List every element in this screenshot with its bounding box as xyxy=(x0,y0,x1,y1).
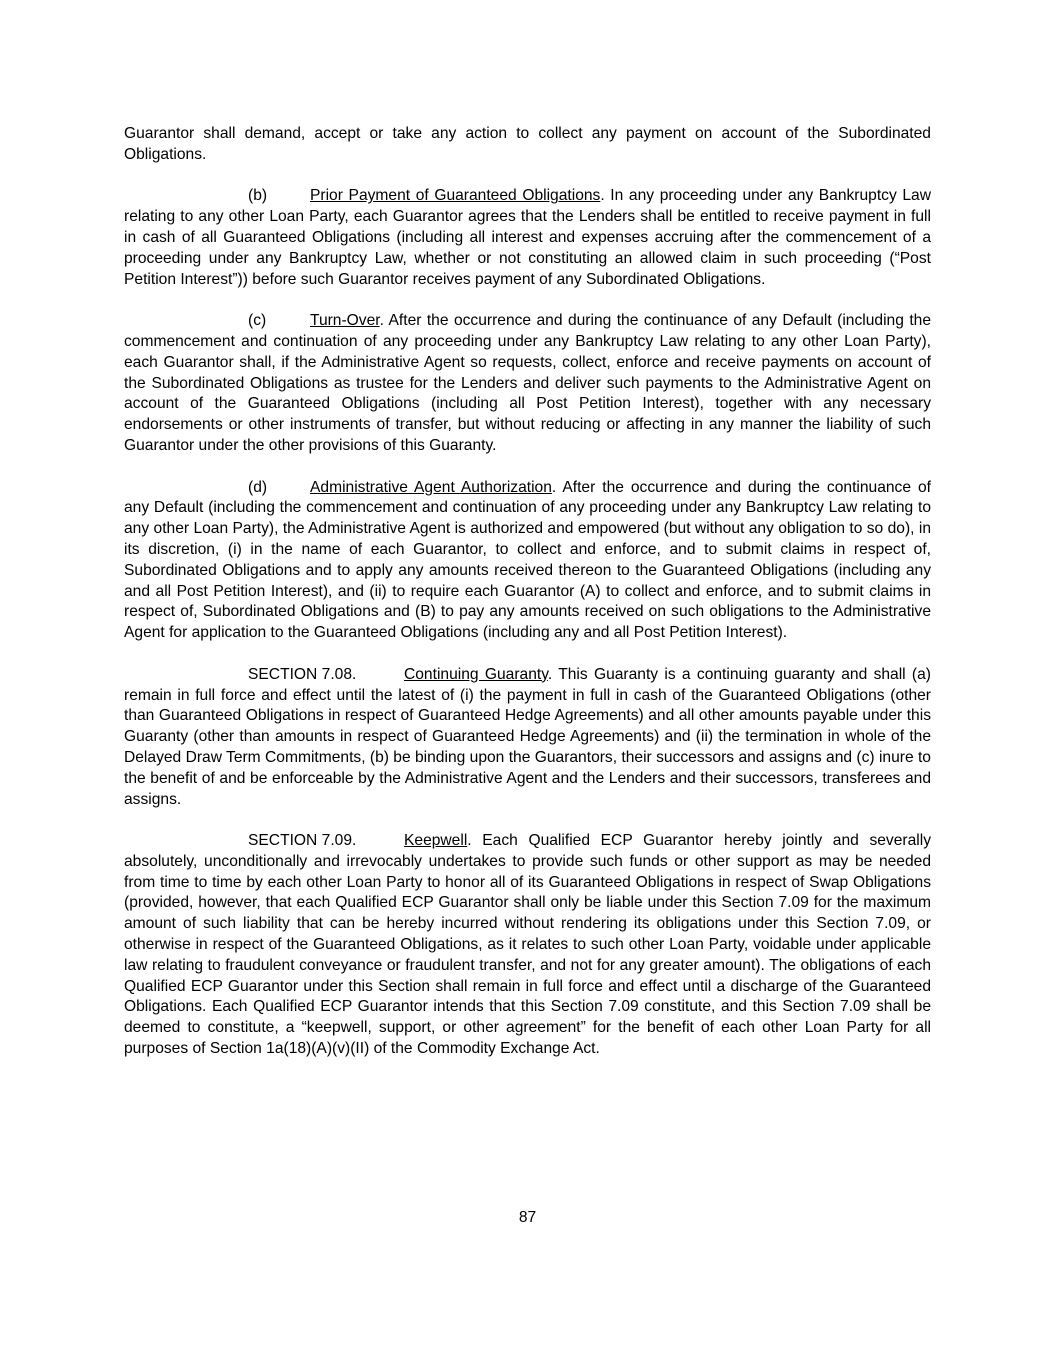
paragraph-subordination-continued xyxy=(124,124,931,166)
paragraph-text: . This Guaranty is a continuing guaranty and shall (a) remain in full force and effect until the latest of (i) the payment in full in cash of the Guaranteed Obligations (other than Guaranteed Obligations in respect of Guaranteed Hedge Agreements) and all other amounts payable under this Guaranty (other than amounts in respect of Guaranteed Hedge Agreements) and (ii) the termination in whole of the Delayed Draw Term Commitments, (b) be binding upon the Guarantors, their successors and assigns and (c) inure to the benefit of and be enforceable by the Administrative Agent and the Lenders and their successors, transferees and assigns. xyxy=(124,665,931,808)
section-7-08-continuing-guaranty xyxy=(124,665,931,811)
paragraph-text: . Each Qualified ECP Guarantor hereby jointly and severally absolutely, unconditionally and irrevocably undertakes to provide such funds or other support as may be needed from time to time by each other Loan Party to honor all of its Guaranteed Obligations in respect of Swap Obligations (provided, however, that each Qualified ECP Guarantor shall only be liable under this Section 7.09 for the maximum amount of such liability that can be hereby incurred without rendering its obligations under this Section 7.09, or otherwise in respect of the Guaranteed Obligations, as it relates to such other Loan Party, voidable under applicable law relating to fraudulent conveyance or fraudulent transfer, and not for any greater amount). The obligations of each Qualified ECP Guarantor under this Section shall remain in full force and effect until a discharge of the Guaranteed Obligations. Each Qualified ECP Guarantor intends that this Section 7.09 constitute, and this Section 7.09 shall be deemed to constitute, a “keepwell, support, or other agreement” for the benefit of each other Loan Party for all purposes of Section 1a(18)(A)(v)(II) of the Commodity Exchange Act. xyxy=(124,832,931,1058)
clause-heading: Turn-Over xyxy=(310,312,380,330)
paragraph-prior-payment xyxy=(124,186,931,290)
paragraph-text: . After the occurrence and during the continuance of any Default (including the commencement and continuation of any proceeding under any Bankruptcy Law relating to any other Loan Party), the Administrative Agent is authorized and empowered (but without any obligation to so do), in its discretion, (i) in the name of each Guarantor, to collect and enforce, and to submit claims in respect of, Subordinated Obligations and to apply any amounts received thereon to the Guaranteed Obligations (including any and all Post Petition Interest), and (ii) to require each Guarantor (A) to collect and enforce, and to submit claims in respect of, Subordinated Obligations and (B) to pay any amounts received on such obligations to the Administrative Agent for application to the Guaranteed Obligations (including any and all Post Petition Interest). xyxy=(124,478,931,642)
document-page xyxy=(124,124,931,1081)
clause-number: (b) xyxy=(248,187,268,205)
page-number: 87 xyxy=(518,1209,537,1226)
section-number: SECTION 7.09. xyxy=(248,832,357,850)
section-7-09-keepwell xyxy=(124,831,931,1060)
clause-number: (c) xyxy=(248,312,267,330)
section-heading: Keepwell xyxy=(404,832,468,850)
clause-heading: Administrative Agent Authorization xyxy=(310,478,552,496)
paragraph-turn-over xyxy=(124,311,931,457)
paragraph-text: . In any proceeding under any Bankruptcy Law relating to any other Loan Party, each Guarantor agrees that the Lenders shall be entitled to receive payment in full in cash of all Guaranteed Obligations (including all interest and expenses accruing after the commencement of a proceeding under any Bankruptcy Law, whether or not constituting an allowed claim in such proceeding (“Post Petition Interest”)) before such Guarantor receives payment of any Subordinated Obligations. xyxy=(124,187,931,288)
clause-number: (d) xyxy=(248,478,268,496)
section-number: SECTION 7.08. xyxy=(248,665,357,683)
section-heading: Continuing Guaranty xyxy=(404,665,548,683)
paragraph-agent-authorization xyxy=(124,478,931,644)
paragraph-text: Guarantor shall demand, accept or take any action to collect any payment on account of the Subordinated Obligations. xyxy=(124,125,931,163)
paragraph-text: . After the occurrence and during the continuance of any Default (including the commencement and continuation of any proceeding under any Bankruptcy Law relating to any other Loan Party), each Guarantor shall, if the Administrative Agent so requests, collect, enforce and receive payments on account of the Subordinated Obligations as trustee for the Lenders and deliver such payments to the Administrative Agent on account of the Guaranteed Obligations (including all Post Petition Interest), together with any necessary endorsements or other instruments of transfer, but without reducing or affecting in any manner the liability of such Guarantor under the other provisions of this Guaranty. xyxy=(124,312,931,454)
clause-heading: Prior Payment of Guaranteed Obligations xyxy=(310,187,601,205)
